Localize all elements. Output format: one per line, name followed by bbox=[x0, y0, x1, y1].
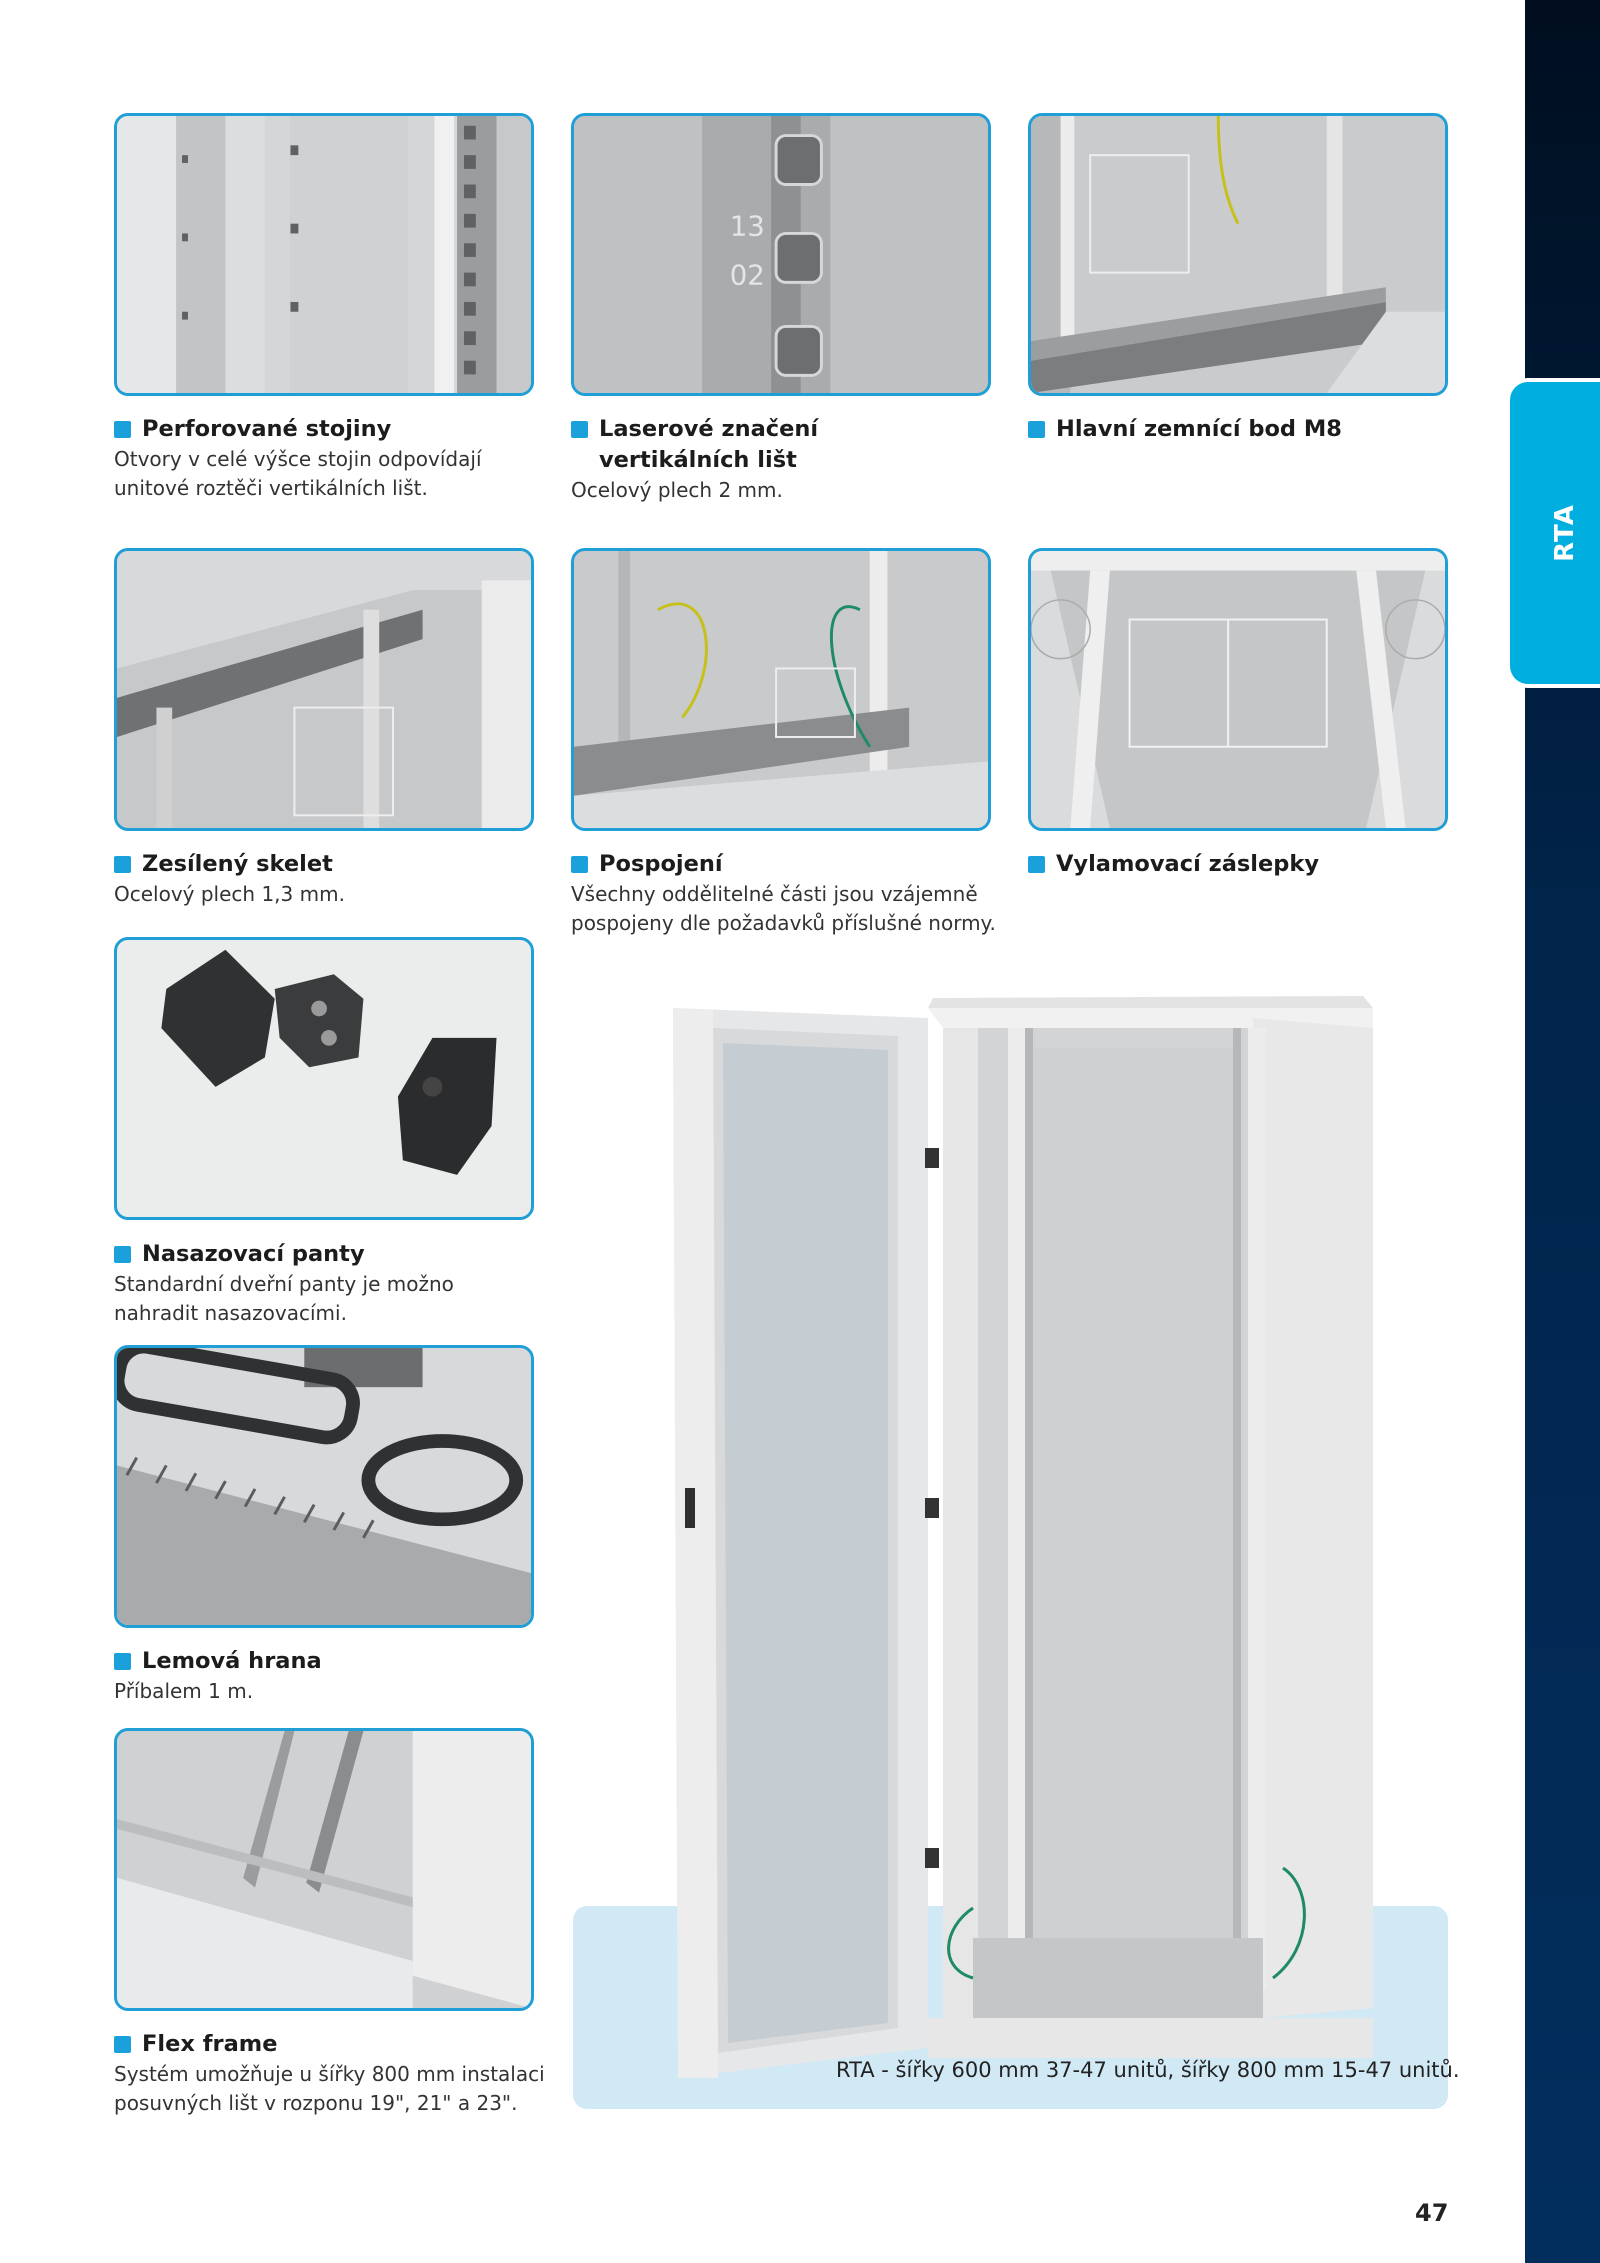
caption-title: Vylamovací záslepky bbox=[1028, 849, 1458, 880]
photo-laser-marking bbox=[571, 113, 991, 396]
photo-bonding bbox=[571, 548, 991, 831]
caption-flex-frame bbox=[114, 2029, 554, 2118]
caption-grounding-point bbox=[1028, 414, 1458, 445]
caption-title: Zesílený skelet bbox=[114, 849, 544, 880]
photo-flex-frame bbox=[114, 1728, 534, 2011]
rail-number-02: 02 bbox=[729, 259, 765, 292]
caption-text: Všechny oddělitelné části jsou vzájemně pospojeny dle požadavků příslušné normy. bbox=[571, 882, 996, 935]
caption-title: Perforované stojiny bbox=[114, 414, 544, 445]
banner-text: RTA - šířky 600 mm 37-47 unitů, šířky 800 mm 15-47 unitů. bbox=[836, 2058, 1460, 2082]
photo-reinforced-frame bbox=[114, 548, 534, 831]
section-tab-rta[interactable] bbox=[1510, 382, 1600, 684]
photo-rack-cabinet bbox=[673, 988, 1373, 2088]
photo-grounding-point bbox=[1028, 113, 1448, 396]
caption-text: Standardní dveřní panty je možno nahradit nasazovacími. bbox=[114, 1272, 454, 1325]
caption-perforated-uprights bbox=[114, 414, 544, 503]
caption-text: Ocelový plech 2 mm. bbox=[571, 478, 783, 502]
photo-edge-trim bbox=[114, 1345, 534, 1628]
caption-reinforced-frame bbox=[114, 849, 544, 909]
rail-number-13: 13 bbox=[729, 210, 765, 243]
photo-knockout-plates bbox=[1028, 548, 1448, 831]
section-tab-label: RTA bbox=[1550, 504, 1580, 562]
caption-title: Lemová hrana bbox=[114, 1646, 544, 1677]
caption-bonding bbox=[571, 849, 996, 938]
photo-hinges bbox=[114, 937, 534, 1220]
caption-laser-marking bbox=[571, 414, 871, 505]
caption-text: Systém umožňuje u šířky 800 mm instalaci posuvných lišt v rozponu 19", 21" a 23". bbox=[114, 2062, 545, 2115]
caption-text: Ocelový plech 1,3 mm. bbox=[114, 882, 345, 906]
photo-perforated-uprights bbox=[114, 113, 534, 396]
caption-title: Nasazovací panty bbox=[114, 1239, 544, 1270]
caption-knockout-plates bbox=[1028, 849, 1458, 880]
caption-title: Flex frame bbox=[114, 2029, 554, 2060]
sidebar-band bbox=[1525, 0, 1600, 2263]
caption-title: Pospojení bbox=[571, 849, 996, 880]
caption-title: Hlavní zemnící bod M8 bbox=[1028, 414, 1458, 445]
caption-hinges bbox=[114, 1239, 544, 1328]
page-number: 47 bbox=[1415, 2199, 1449, 2227]
caption-edge-trim bbox=[114, 1646, 544, 1706]
caption-title: Laserové značení vertikálních lišt bbox=[571, 414, 871, 476]
caption-text: Otvory v celé výšce stojin odpovídají unitové roztěči vertikálních lišt. bbox=[114, 447, 482, 500]
caption-text: Příbalem 1 m. bbox=[114, 1679, 254, 1703]
